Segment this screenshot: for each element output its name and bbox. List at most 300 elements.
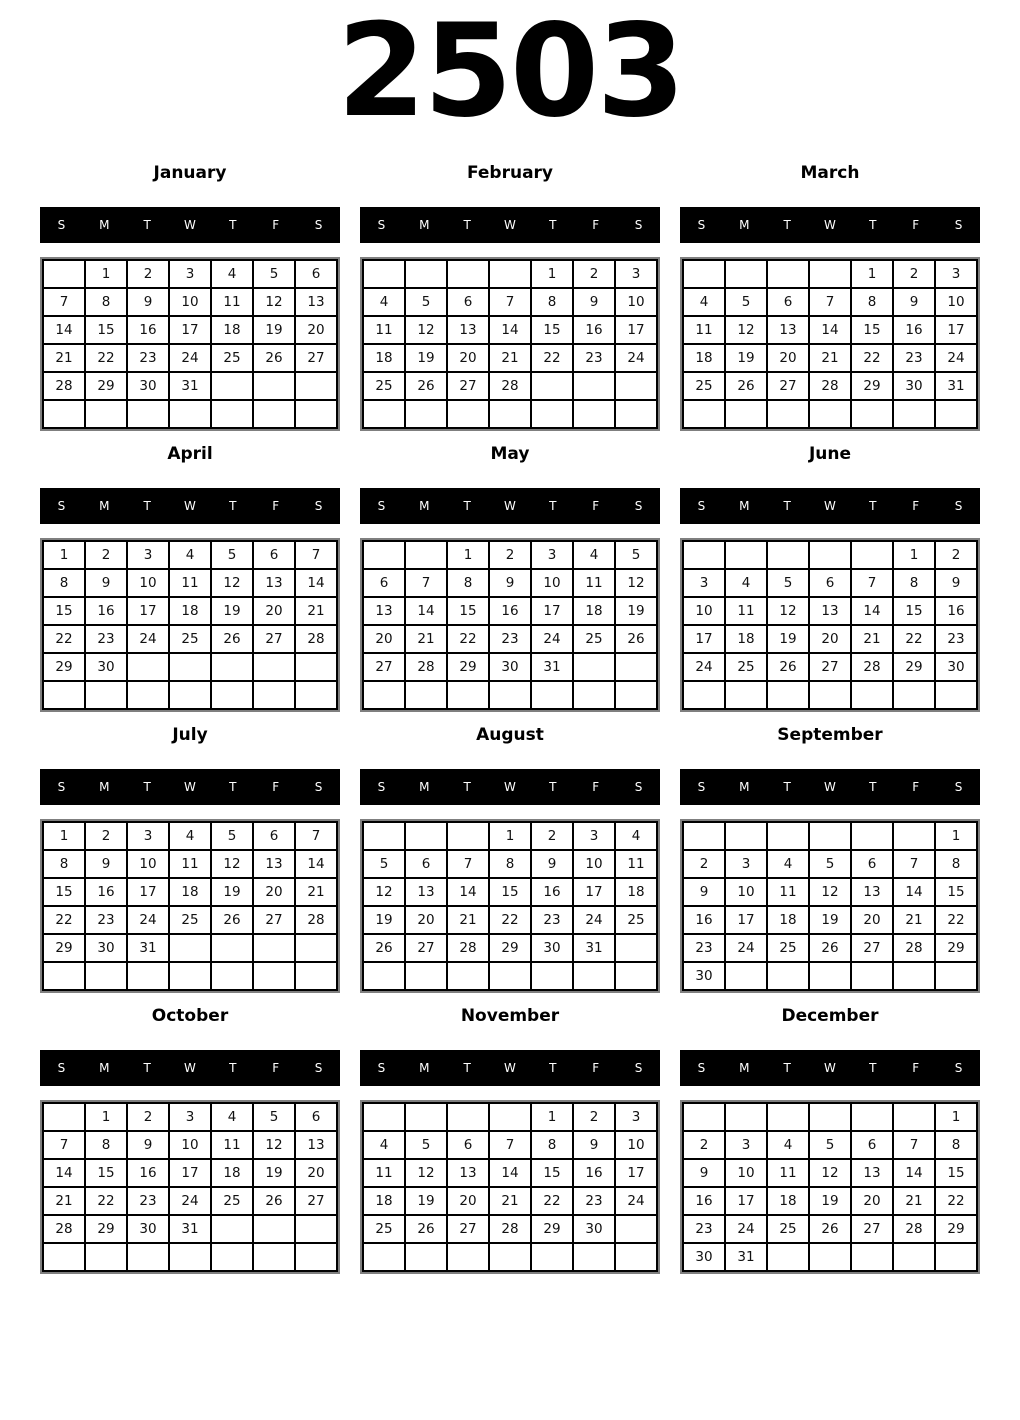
empty-day-cell [768, 682, 808, 708]
month-block [360, 724, 660, 993]
day-cell: 12 [726, 317, 766, 343]
day-grid [680, 819, 980, 993]
day-cell: 20 [768, 345, 808, 371]
empty-day-cell [296, 682, 336, 708]
day-grid [680, 1100, 980, 1274]
empty-day-cell [448, 682, 488, 708]
day-cell: 15 [448, 598, 488, 624]
day-cell: 6 [406, 851, 446, 877]
day-cell: 1 [936, 823, 976, 849]
day-cell: 9 [684, 879, 724, 905]
day-cell: 27 [852, 935, 892, 961]
weekday-label: M [739, 218, 750, 232]
empty-day-cell [810, 682, 850, 708]
day-cell: 20 [852, 1188, 892, 1214]
day-cell: 26 [726, 373, 766, 399]
day-cell: 11 [574, 570, 614, 596]
day-cell: 5 [810, 1132, 850, 1158]
day-grid [40, 538, 340, 712]
day-cell: 16 [894, 317, 934, 343]
day-cell: 5 [254, 261, 294, 287]
day-cell: 22 [532, 1188, 572, 1214]
empty-day-cell [448, 261, 488, 287]
day-cell: 2 [532, 823, 572, 849]
day-cell: 16 [128, 317, 168, 343]
day-cell: 17 [170, 1160, 210, 1186]
day-cell: 20 [296, 317, 336, 343]
empty-day-cell [212, 682, 252, 708]
day-cell: 10 [128, 570, 168, 596]
day-cell: 4 [212, 261, 252, 287]
day-cell: 3 [616, 261, 656, 287]
empty-day-cell [296, 373, 336, 399]
day-cell: 11 [768, 879, 808, 905]
weekday-label: S [377, 218, 386, 232]
day-cell: 9 [574, 289, 614, 315]
day-cell: 27 [254, 907, 294, 933]
empty-day-cell [616, 682, 656, 708]
day-cell: 6 [254, 542, 294, 568]
day-cell: 21 [810, 345, 850, 371]
empty-day-cell [616, 1244, 656, 1270]
day-cell: 18 [212, 317, 252, 343]
day-cell: 24 [616, 1188, 656, 1214]
day-cell: 22 [44, 626, 84, 652]
day-cell: 28 [296, 626, 336, 652]
day-cell: 29 [490, 935, 530, 961]
weekday-label: S [634, 780, 643, 794]
empty-day-cell [852, 542, 892, 568]
day-cell: 5 [406, 289, 446, 315]
day-cell: 2 [86, 823, 126, 849]
day-cell: 14 [44, 317, 84, 343]
day-cell: 15 [852, 317, 892, 343]
empty-day-cell [364, 261, 404, 287]
weekday-label: W [184, 499, 196, 513]
day-grid-inner [42, 821, 338, 991]
day-cell: 19 [406, 1188, 446, 1214]
day-cell: 11 [170, 570, 210, 596]
day-cell: 11 [684, 317, 724, 343]
empty-day-cell [490, 963, 530, 989]
day-cell: 20 [852, 907, 892, 933]
weekday-label: W [504, 1061, 516, 1075]
empty-day-cell [448, 1244, 488, 1270]
empty-day-cell [768, 401, 808, 427]
weekday-label: T [869, 780, 877, 794]
month-block [680, 724, 980, 993]
day-cell: 24 [170, 1188, 210, 1214]
day-cell: 12 [810, 879, 850, 905]
day-cell: 1 [86, 261, 126, 287]
empty-day-cell [364, 682, 404, 708]
day-cell: 20 [254, 598, 294, 624]
day-cell: 6 [810, 570, 850, 596]
empty-day-cell [768, 1244, 808, 1270]
empty-day-cell [448, 823, 488, 849]
day-cell: 20 [254, 879, 294, 905]
day-cell: 10 [170, 1132, 210, 1158]
empty-day-cell [212, 935, 252, 961]
day-grid-inner [682, 1102, 978, 1272]
weekday-label: F [272, 780, 280, 794]
day-grid [360, 538, 660, 712]
day-cell: 12 [810, 1160, 850, 1186]
day-cell: 7 [296, 542, 336, 568]
day-cell: 12 [406, 1160, 446, 1186]
empty-day-cell [894, 1104, 934, 1130]
weekday-label: T [869, 218, 877, 232]
day-cell: 29 [852, 373, 892, 399]
empty-day-cell [852, 963, 892, 989]
day-cell: 5 [406, 1132, 446, 1158]
empty-day-cell [364, 1244, 404, 1270]
empty-day-cell [894, 682, 934, 708]
empty-day-cell [490, 401, 530, 427]
weekday-label: T [783, 1061, 791, 1075]
day-cell: 29 [44, 654, 84, 680]
day-cell: 5 [364, 851, 404, 877]
empty-day-cell [684, 261, 724, 287]
day-cell: 6 [296, 1104, 336, 1130]
day-cell: 5 [616, 542, 656, 568]
day-grid [40, 819, 340, 993]
day-cell: 22 [44, 907, 84, 933]
month-title: January [153, 163, 227, 183]
day-cell: 9 [128, 1132, 168, 1158]
day-cell: 23 [128, 345, 168, 371]
empty-day-cell [296, 1244, 336, 1270]
weekday-label: S [954, 499, 963, 513]
empty-day-cell [810, 823, 850, 849]
empty-day-cell [44, 682, 84, 708]
day-cell: 6 [852, 1132, 892, 1158]
empty-day-cell [532, 963, 572, 989]
day-cell: 16 [684, 1188, 724, 1214]
day-cell: 17 [170, 317, 210, 343]
day-cell: 25 [768, 935, 808, 961]
day-cell: 16 [936, 598, 976, 624]
month-block [40, 162, 340, 431]
empty-day-cell [852, 1244, 892, 1270]
empty-day-cell [254, 1216, 294, 1242]
day-cell: 24 [684, 654, 724, 680]
month-block [360, 443, 660, 712]
day-cell: 29 [86, 373, 126, 399]
day-grid-inner [362, 540, 658, 710]
weekday-label: F [272, 218, 280, 232]
empty-day-cell [86, 1244, 126, 1270]
day-cell: 18 [574, 598, 614, 624]
day-cell: 14 [894, 879, 934, 905]
weekday-label: F [912, 218, 920, 232]
weekday-label: T [229, 1061, 237, 1075]
empty-day-cell [768, 823, 808, 849]
day-cell: 12 [212, 851, 252, 877]
day-cell: 19 [212, 598, 252, 624]
day-cell: 26 [810, 1216, 850, 1242]
day-cell: 1 [852, 261, 892, 287]
day-cell: 31 [574, 935, 614, 961]
day-grid [680, 538, 980, 712]
day-cell: 30 [894, 373, 934, 399]
empty-day-cell [254, 963, 294, 989]
day-cell: 14 [490, 317, 530, 343]
day-cell: 13 [254, 851, 294, 877]
weekday-header [680, 207, 980, 243]
day-cell: 24 [170, 345, 210, 371]
empty-day-cell [684, 401, 724, 427]
weekday-label: T [549, 499, 557, 513]
day-cell: 13 [254, 570, 294, 596]
weekday-label: W [184, 1061, 196, 1075]
day-cell: 3 [574, 823, 614, 849]
day-cell: 7 [490, 289, 530, 315]
day-cell: 18 [768, 1188, 808, 1214]
empty-day-cell [212, 963, 252, 989]
day-cell: 7 [448, 851, 488, 877]
day-cell: 20 [406, 907, 446, 933]
weekday-label: M [419, 499, 430, 513]
months-grid [0, 136, 1020, 1274]
day-cell: 6 [448, 1132, 488, 1158]
empty-day-cell [44, 261, 84, 287]
day-grid [40, 1100, 340, 1274]
day-cell: 17 [684, 626, 724, 652]
day-cell: 23 [684, 935, 724, 961]
day-cell: 30 [86, 654, 126, 680]
day-cell: 26 [406, 1216, 446, 1242]
day-cell: 1 [532, 261, 572, 287]
day-grid-inner [42, 540, 338, 710]
day-cell: 24 [128, 626, 168, 652]
weekday-label: T [783, 218, 791, 232]
day-cell: 18 [364, 1188, 404, 1214]
day-cell: 26 [254, 1188, 294, 1214]
weekday-label: T [549, 218, 557, 232]
empty-day-cell [86, 682, 126, 708]
empty-day-cell [810, 963, 850, 989]
empty-day-cell [44, 1104, 84, 1130]
day-cell: 31 [128, 935, 168, 961]
empty-day-cell [296, 401, 336, 427]
day-cell: 30 [574, 1216, 614, 1242]
empty-day-cell [364, 1104, 404, 1130]
weekday-label: M [99, 499, 110, 513]
day-cell: 21 [490, 1188, 530, 1214]
day-cell: 10 [616, 289, 656, 315]
day-cell: 7 [894, 1132, 934, 1158]
day-cell: 14 [406, 598, 446, 624]
day-grid-inner [682, 821, 978, 991]
day-cell: 13 [852, 879, 892, 905]
day-cell: 4 [170, 823, 210, 849]
day-cell: 10 [726, 1160, 766, 1186]
empty-day-cell [406, 261, 446, 287]
day-cell: 9 [86, 570, 126, 596]
empty-day-cell [810, 401, 850, 427]
day-cell: 24 [616, 345, 656, 371]
day-cell: 23 [684, 1216, 724, 1242]
weekday-label: T [463, 1061, 471, 1075]
day-cell: 2 [684, 851, 724, 877]
month-title: August [476, 725, 544, 745]
weekday-header [40, 207, 340, 243]
day-cell: 11 [364, 317, 404, 343]
day-cell: 8 [894, 570, 934, 596]
empty-day-cell [616, 963, 656, 989]
day-cell: 22 [852, 345, 892, 371]
weekday-label: T [869, 1061, 877, 1075]
day-grid-inner [42, 259, 338, 429]
empty-day-cell [532, 401, 572, 427]
day-cell: 23 [936, 626, 976, 652]
day-cell: 26 [212, 907, 252, 933]
day-cell: 8 [936, 851, 976, 877]
day-cell: 20 [448, 1188, 488, 1214]
weekday-label: S [57, 1061, 66, 1075]
day-cell: 10 [684, 598, 724, 624]
day-cell: 19 [768, 626, 808, 652]
empty-day-cell [574, 401, 614, 427]
empty-day-cell [894, 823, 934, 849]
weekday-header [360, 1050, 660, 1086]
day-cell: 18 [364, 345, 404, 371]
day-grid-inner [362, 1102, 658, 1272]
day-cell: 26 [364, 935, 404, 961]
day-cell: 9 [490, 570, 530, 596]
day-cell: 24 [726, 935, 766, 961]
day-cell: 6 [448, 289, 488, 315]
empty-day-cell [212, 373, 252, 399]
empty-day-cell [128, 401, 168, 427]
day-cell: 6 [852, 851, 892, 877]
weekday-label: F [592, 499, 600, 513]
empty-day-cell [726, 542, 766, 568]
day-cell: 17 [726, 1188, 766, 1214]
weekday-label: T [549, 780, 557, 794]
empty-day-cell [364, 963, 404, 989]
empty-day-cell [296, 935, 336, 961]
weekday-header [40, 769, 340, 805]
day-cell: 3 [532, 542, 572, 568]
day-cell: 3 [684, 570, 724, 596]
empty-day-cell [448, 1104, 488, 1130]
empty-day-cell [254, 654, 294, 680]
day-cell: 25 [726, 654, 766, 680]
empty-day-cell [768, 542, 808, 568]
day-cell: 9 [684, 1160, 724, 1186]
month-block [360, 162, 660, 431]
day-cell: 17 [128, 598, 168, 624]
empty-day-cell [684, 542, 724, 568]
day-cell: 28 [894, 1216, 934, 1242]
day-cell: 29 [44, 935, 84, 961]
weekday-label: F [912, 780, 920, 794]
day-cell: 27 [852, 1216, 892, 1242]
day-cell: 8 [86, 1132, 126, 1158]
month-title: July [172, 725, 208, 745]
day-cell: 15 [44, 879, 84, 905]
day-cell: 2 [574, 261, 614, 287]
day-cell: 26 [810, 935, 850, 961]
day-cell: 5 [768, 570, 808, 596]
empty-day-cell [170, 935, 210, 961]
weekday-label: T [143, 1061, 151, 1075]
day-cell: 7 [852, 570, 892, 596]
day-cell: 29 [936, 1216, 976, 1242]
day-cell: 21 [44, 345, 84, 371]
day-cell: 22 [894, 626, 934, 652]
weekday-label: M [739, 499, 750, 513]
day-cell: 21 [852, 626, 892, 652]
day-cell: 20 [810, 626, 850, 652]
weekday-label: S [57, 499, 66, 513]
day-cell: 8 [448, 570, 488, 596]
day-cell: 13 [810, 598, 850, 624]
empty-day-cell [768, 963, 808, 989]
weekday-label: M [99, 780, 110, 794]
empty-day-cell [684, 682, 724, 708]
day-grid-inner [682, 259, 978, 429]
empty-day-cell [726, 1104, 766, 1130]
empty-day-cell [852, 1104, 892, 1130]
empty-day-cell [254, 682, 294, 708]
empty-day-cell [406, 401, 446, 427]
day-cell: 15 [532, 317, 572, 343]
empty-day-cell [726, 823, 766, 849]
empty-day-cell [406, 1104, 446, 1130]
day-cell: 27 [448, 1216, 488, 1242]
month-block [680, 443, 980, 712]
empty-day-cell [170, 1244, 210, 1270]
weekday-label: T [869, 499, 877, 513]
empty-day-cell [574, 682, 614, 708]
day-cell: 18 [170, 598, 210, 624]
day-cell: 6 [254, 823, 294, 849]
day-cell: 14 [44, 1160, 84, 1186]
day-cell: 27 [296, 345, 336, 371]
day-cell: 15 [936, 1160, 976, 1186]
empty-day-cell [726, 682, 766, 708]
day-cell: 12 [406, 317, 446, 343]
day-cell: 13 [296, 1132, 336, 1158]
empty-day-cell [768, 1104, 808, 1130]
day-cell: 25 [616, 907, 656, 933]
empty-day-cell [296, 1216, 336, 1242]
day-cell: 26 [254, 345, 294, 371]
weekday-label: W [824, 1061, 836, 1075]
weekday-label: F [272, 1061, 280, 1075]
day-cell: 1 [44, 542, 84, 568]
day-cell: 10 [574, 851, 614, 877]
day-cell: 12 [212, 570, 252, 596]
month-title: November [460, 1006, 560, 1026]
weekday-label: S [697, 499, 706, 513]
day-cell: 21 [894, 1188, 934, 1214]
weekday-label: W [184, 218, 196, 232]
weekday-label: T [143, 499, 151, 513]
day-cell: 25 [170, 907, 210, 933]
empty-day-cell [44, 1244, 84, 1270]
day-cell: 12 [254, 289, 294, 315]
day-cell: 7 [296, 823, 336, 849]
day-cell: 20 [296, 1160, 336, 1186]
empty-day-cell [296, 654, 336, 680]
day-cell: 11 [364, 1160, 404, 1186]
day-cell: 9 [894, 289, 934, 315]
weekday-label: S [377, 499, 386, 513]
